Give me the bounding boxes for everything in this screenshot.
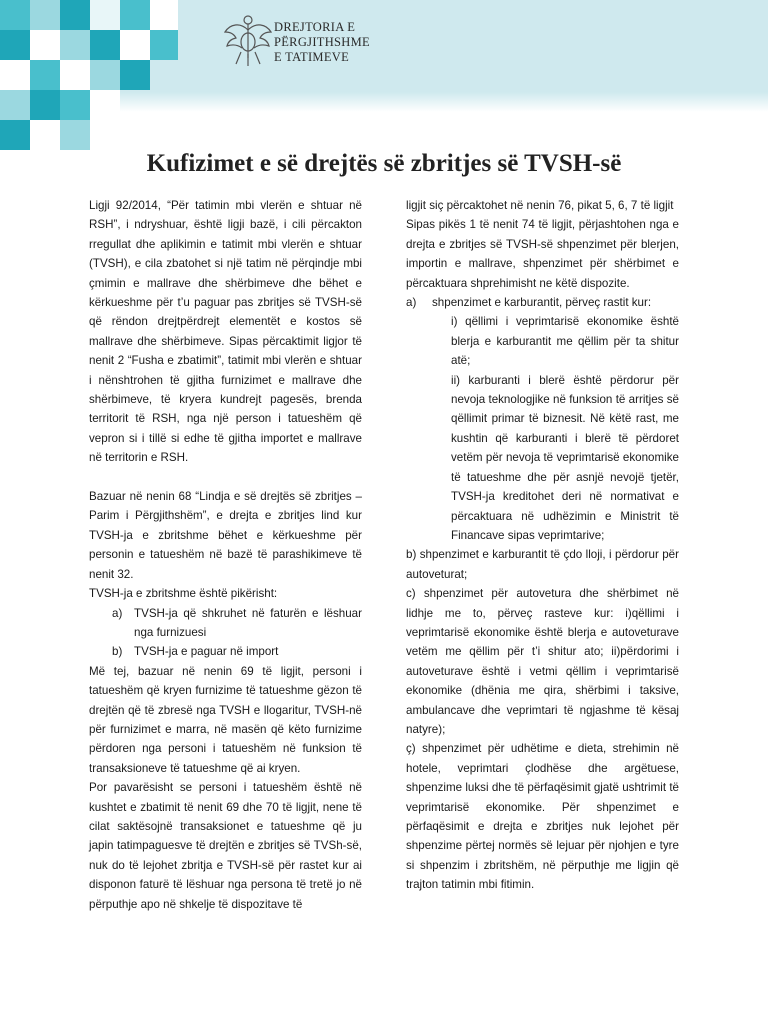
list-item <box>89 604 362 643</box>
sub-item: ii) karburanti i blerë është përdorur për nevoja teknologjike në funksion të arritjes së qëllimit primar të biznesit. Në këtë rast, me kushtin që karburanti i blerë të përdoret vetëm për nevoja të veprimtarisë ekonomike të tatueshme dhe për asnjë nevojë tjetër, TVSH-ja kreditohet deri në normativat e përcaktuara në udhëzimin e Ministrit të Financave sipas veprimtarive; <box>451 373 679 542</box>
document-title: Kufizimet e së drejtës së zbritjes së TVSH-së <box>146 150 622 177</box>
header-band <box>0 0 768 150</box>
list-marker: b) <box>112 645 123 659</box>
paragraph: b) shpenzimet e karburantit të çdo lloji, i përdorur për autoveturat; <box>406 548 679 581</box>
deductible-vat-list <box>89 604 362 662</box>
list-text: TVSH-ja që shkruhet në faturën e lëshuar nga furnizuesi <box>134 606 362 639</box>
paragraph: Bazuar në nenin 68 “Lindja e së drejtës së zbritjes – Parim i Përgjithshëm”, e drejta e zbritjes lind kur TVSH-ja e zbritshme bëhet e kërkueshme për personin e tatueshëm në bazë të parashikimeve të nenit 32. <box>89 490 362 581</box>
list-marker: a) <box>112 606 123 620</box>
list-item <box>89 642 362 661</box>
agency-name <box>274 20 370 65</box>
agency-name-line: DREJTORIA E <box>274 20 356 34</box>
list-text: TVSH-ja e paguar në import <box>134 645 279 659</box>
agency-name-line: PËRGJITHSHME <box>274 35 370 49</box>
paragraph: c) shpenzimet për autovetura dhe shërbimet në lidhje me to, përveç rasteve kur: i)qëllimi i veprimtarisë ekonomike është blerja e autoveturave vetëm me qëllim për t’i shitur ato; ii)përdorimi i autoveturave është i vetmi qëllim i veprimtarisë ekonomike (dhënia me qira, shërbimi i taksive, ambulancave dhe veprimtari të ngjashme të kësaj natyre); <box>406 587 679 736</box>
paragraph: TVSH-ja e zbritshme është pikërisht: <box>89 587 278 601</box>
list-item <box>406 293 679 312</box>
paragraph: Më tej, bazuar në nenin 69 të ligjit, personi i tatueshëm që kryen furnizime të tatueshme gëzon të drejtën që të zbresë nga TVSH e llogaritur, TVSH-në për furnizimet e marra, në masën që këto furnizime përdoren nga personi i tatueshëm në funksion të transaksioneve të tatueshme që ai kryen. <box>89 664 362 775</box>
sub-item: i) qëllimi i veprimtarisë ekonomike është blerja e karburantit me qëllim për ta shitur atë; <box>451 315 679 368</box>
paragraph: ç) shpenzimet për udhëtime e dieta, strehimin në hotele, veprimtari çlodhëse dhe argëtuese, shpenzime luksi dhe të përfaqësimit gjatë ushtrimit të veprimtarisë ekonomike. Për shpenzimet e përfaqësimit e drejta e zbritjes nuk lejohet për shpenzime përtej normës së lejuar për njohjen e tyre si shpenzim i zbritshëm, në përputhje me ligjin që trajton tatimin mbi fitimin. <box>406 742 679 892</box>
paragraph-gap <box>89 468 362 487</box>
list-text: shpenzimet e karburantit, përveç rastit kur: <box>432 296 652 310</box>
agency-name-line: E TATIMEVE <box>274 50 350 64</box>
left-column <box>89 196 362 914</box>
paragraph: Por pavarësisht se personi i tatueshëm është në kushtet e zbatimit të nenit 69 dhe 70 të ligjit, nene të cilat saktësojnë transaksionet e tatueshme që ju japin tatimpaguesve të drejtën e zbritjes së TVSh-së, nuk do të lejohet zbritja e TVSH-së për rastet kur ai disponon faturë të lëshuar nga persona të tretë jo në përputhje apo në shkelje të dispozitave të <box>89 781 362 911</box>
list-marker: a) <box>406 296 417 310</box>
right-column <box>406 196 679 895</box>
paragraph: Ligji 92/2014, “Për tatimin mbi vlerën e shtuar në RSH”, i ndryshuar, është ligji bazë, i cili përcakton rregullat dhe aplikimin e tatimit mbi vlerën e shtuar (TVSH), e cila zbatohet si një tatim në përqindje mbi çmimin e mallrave dhe shërbimeve dhe bëhet e kërkueshme për t’u paguar pas zbritjes së TVSH-së që rëndon drejtpërdrejt elementët e kostos së mallrave dhe shërbimeve. Sipas përcaktimit ligjor të nenit 2 “Fusha e zbatimit”, tatimit mbi vlerën e shtuar i nënshtrohen të gjitha furnizimet e mallrave dhe shërbimeve, të kryera kundrejt pagesës, brenda territorit të RSH, nga një person i tatueshëm që vepron si i tillë si edhe të gjitha importet e mallrave në territorin e RSH. <box>89 199 362 465</box>
eagle-emblem-icon <box>222 10 274 68</box>
paragraph: Sipas pikës 1 të nenit 74 të ligjit, përjashtohen nga e drejta e zbritjes së TVSH-së shpenzimet për blerjen, importin e mallrave, shpenzimet për shërbimet e përcaktuara shprehimisht ne këtë dispozite. <box>406 218 679 290</box>
paragraph: ligjit siç përcaktohet në nenin 76, pikat 5, 6, 7 të ligjit <box>406 199 674 212</box>
